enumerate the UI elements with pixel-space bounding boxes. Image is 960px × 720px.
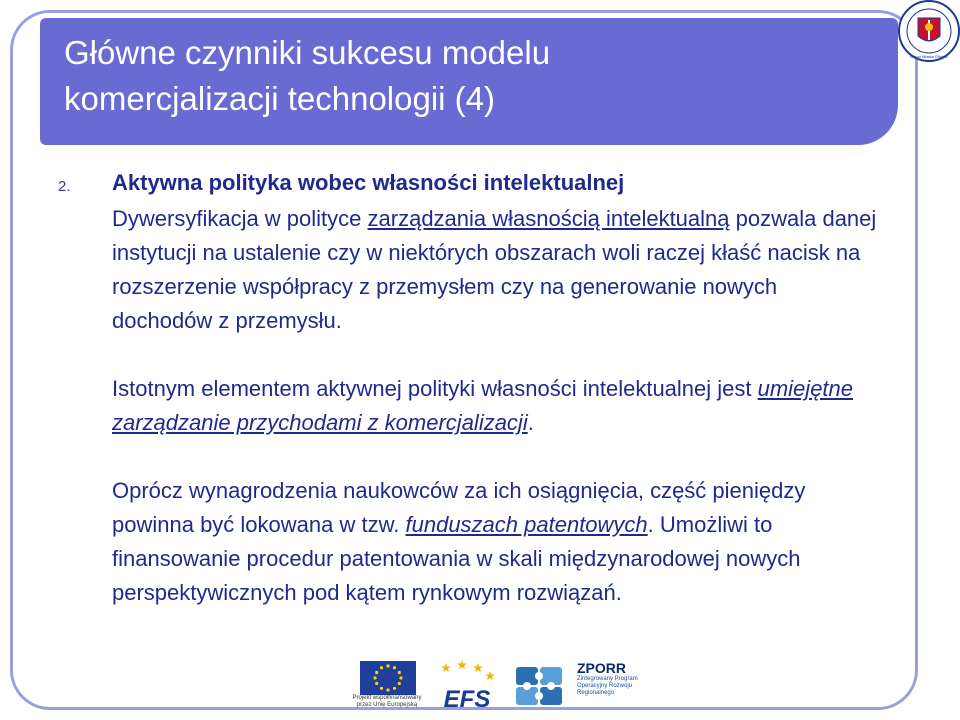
footer-logos <box>352 655 662 717</box>
title-line-1: Główne czynniki sukcesu modelu <box>64 34 551 71</box>
p3-text-c: . Umożliwi to finansowanie procedur patentowania w skali międzynarodowej nowych perspektywicznych pod kątem rynkowym rozwiązań. <box>112 512 801 605</box>
eu-flag-icon <box>360 661 416 695</box>
paragraph-funds <box>112 474 882 610</box>
zporr-title: ZPORR <box>577 660 626 676</box>
efs-label: EFS <box>443 686 491 713</box>
p3-emphasis: funduszach patentowych <box>405 512 648 537</box>
city-seal-icon <box>898 0 960 62</box>
seal-text: Urząd Miasta Gliwice <box>910 54 948 59</box>
section-heading: Aktywna polityka wobec własności intelektualnej <box>112 170 625 195</box>
p3-text-a: Oprócz wynagrodzenia naukowców za ich osiągnięcia, część pieniędzy powinna być lokowana w tzw. <box>112 478 806 537</box>
paragraph-diversification <box>112 202 882 338</box>
eu-caption: Projekt współfinansowany przez Unię Europejską <box>352 695 422 708</box>
zporr-logo <box>577 660 657 697</box>
p1-text-a: Dywersyfikacja w polityce <box>112 206 368 231</box>
puzzle-logo-icon <box>512 663 566 709</box>
title-bar <box>40 18 898 145</box>
efs-logo-icon <box>432 659 502 715</box>
p2-text-a: Istotnym elementem aktywnej polityki własności intelektualnej jest <box>112 376 758 401</box>
paragraph-revenue <box>112 372 882 440</box>
p2-emphasis: umiejętne zarządzanie przychodami z komercjalizacji <box>112 376 854 435</box>
title-line-2: komercjalizacji technologii (4) <box>64 80 495 117</box>
p2-text-c: . <box>527 410 534 435</box>
zporr-subtitle: Zintegrowany Program Operacyjny Rozwoju Regionalnego <box>577 676 638 696</box>
body-text <box>112 202 882 610</box>
p1-text-c: pozwala danej instytucji na ustalenie czy w niektórych obszarach woli raczej kłaść nacisk na rozszerzenie współpracy z przemysłem czy na generowanie nowych dochodów z przemysłu. <box>112 206 877 333</box>
list-number: 2. <box>58 178 71 195</box>
slide-title <box>64 30 550 122</box>
p1-underlined: zarządzania własnością intelektualną <box>367 206 730 231</box>
